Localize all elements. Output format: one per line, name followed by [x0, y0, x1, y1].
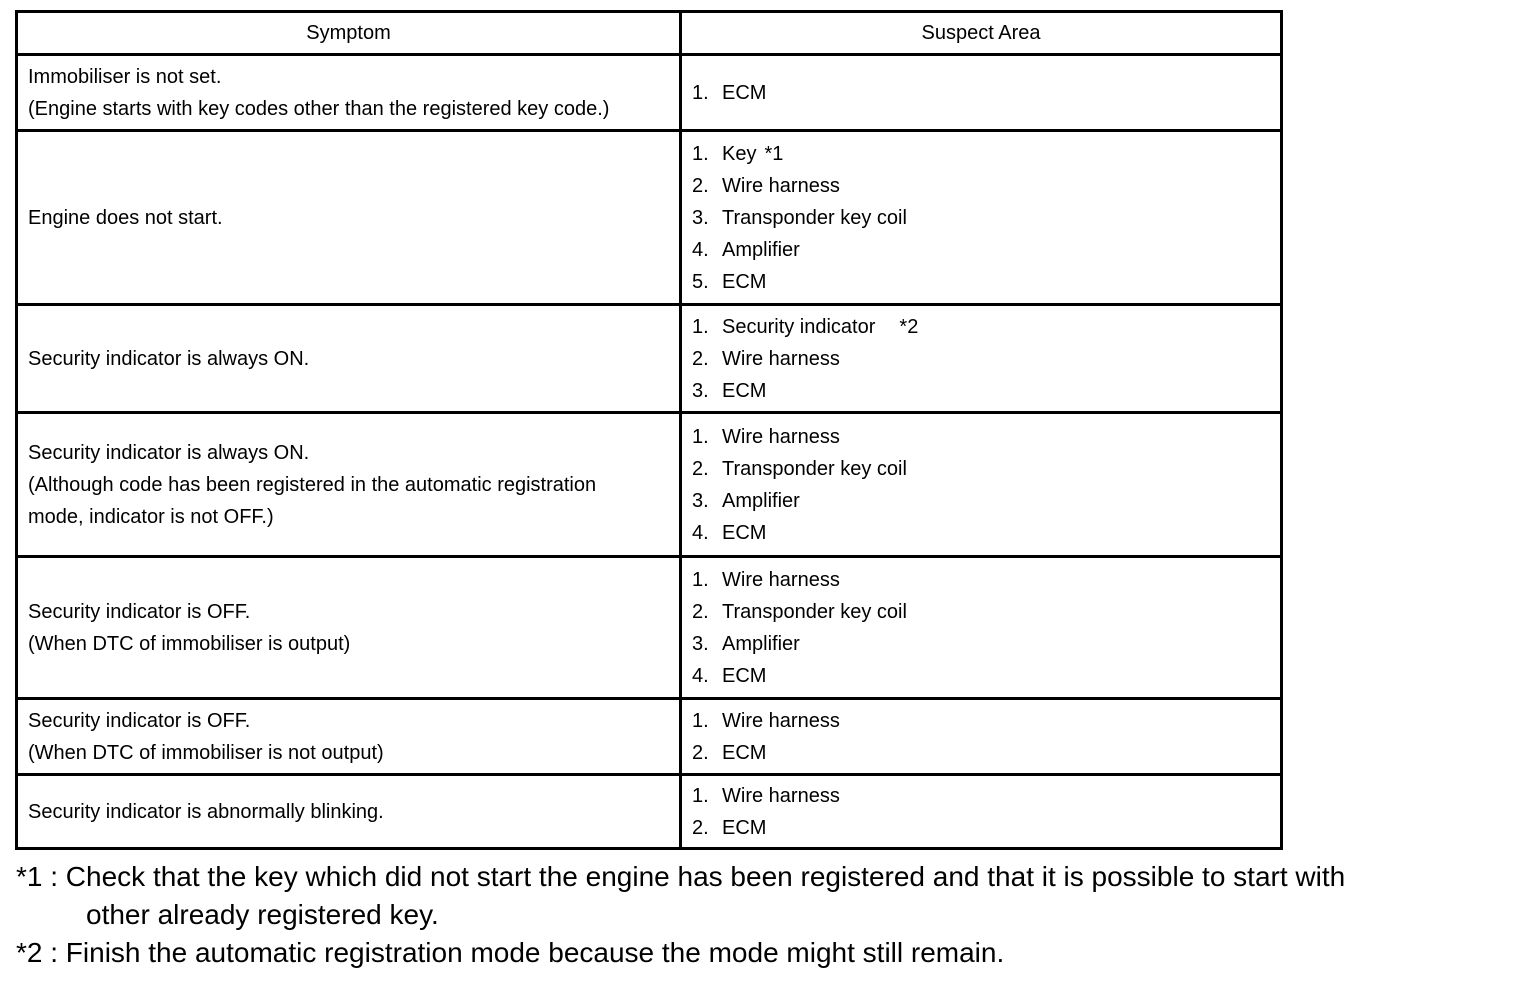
symptom-cell: [17, 413, 681, 557]
suspect-area-cell: [681, 131, 1282, 305]
suspect-item-label: ECM: [722, 270, 767, 293]
suspect-item-number: 5.: [692, 270, 709, 293]
footnote-reference: *1: [764, 142, 784, 165]
symptom-cell: [17, 305, 681, 413]
suspect-item: [692, 780, 1270, 812]
suspect-item-number: 1.: [692, 568, 709, 591]
symptom-text: (When DTC of immobiliser is not output): [28, 741, 384, 764]
suspect-item-label: ECM: [722, 664, 767, 687]
table-body: [17, 55, 1282, 849]
suspect-item-label: Amplifier: [722, 489, 800, 512]
footnote-reference: *2: [899, 315, 919, 338]
suspect-item-number: 2.: [692, 457, 709, 480]
footnote: [16, 858, 1506, 934]
suspect-item: [692, 596, 1270, 628]
suspect-item-label: Transponder key coil: [722, 206, 907, 229]
suspect-item-label: Transponder key coil: [722, 457, 907, 480]
symptom-text: Immobiliser is not set.: [28, 65, 222, 88]
suspect-item-label: Wire harness: [722, 568, 840, 591]
suspect-item-number: 2.: [692, 347, 709, 370]
symptom-cell: [17, 55, 681, 131]
symptom-text: Engine does not start.: [28, 206, 223, 229]
suspect-area-cell: [681, 557, 1282, 699]
suspect-item-label: Wire harness: [722, 784, 840, 807]
table-header-row: [17, 12, 1282, 55]
suspect-item-number: 2.: [692, 600, 709, 623]
symptom-text: Security indicator is OFF.: [28, 709, 251, 732]
suspect-area-cell: [681, 413, 1282, 557]
suspect-item: [692, 421, 1270, 453]
suspect-area-cell: [681, 305, 1282, 413]
suspect-item: [692, 737, 1270, 769]
suspect-item-label: Wire harness: [722, 174, 840, 197]
suspect-item: [692, 77, 1270, 109]
suspect-item-label: Wire harness: [722, 347, 840, 370]
symptom-table: [15, 10, 1283, 850]
header-suspect-area: Suspect Area: [681, 12, 1282, 55]
table-row: [17, 305, 1282, 413]
symptom-text: (When DTC of immobiliser is output): [28, 632, 351, 655]
symptom-cell: [17, 131, 681, 305]
suspect-item-label: ECM: [722, 816, 767, 839]
suspect-area-cell: [681, 775, 1282, 849]
suspect-item-label: ECM: [722, 81, 767, 104]
suspect-item-label: Amplifier: [722, 632, 800, 655]
suspect-area-cell: [681, 55, 1282, 131]
symptom-text: mode, indicator is not OFF.): [28, 505, 274, 528]
footnotes: [16, 858, 1506, 972]
suspect-item: [692, 234, 1270, 266]
suspect-item-label: Transponder key coil: [722, 600, 907, 623]
suspect-item: [692, 485, 1270, 517]
symptom-cell: [17, 775, 681, 849]
suspect-item-label: Amplifier: [722, 238, 800, 261]
suspect-item: [692, 812, 1270, 844]
suspect-item-label: ECM: [722, 521, 767, 544]
suspect-item: [692, 660, 1270, 692]
suspect-item-number: 1.: [692, 142, 709, 165]
symptom-text: (Although code has been registered in the automatic registration: [28, 473, 597, 496]
suspect-item-number: 3.: [692, 206, 709, 229]
suspect-item-label: ECM: [722, 379, 767, 402]
suspect-item-number: 1.: [692, 425, 709, 448]
suspect-item-number: 4.: [692, 238, 709, 261]
footnote-text: *1 : Check that the key which did not start the engine has been registered and that it is possible to start with: [16, 861, 1346, 892]
suspect-area-cell: [681, 699, 1282, 775]
footnote-text: *2 : Finish the automatic registration mode because the mode might still remain.: [16, 937, 1005, 968]
table-row: [17, 413, 1282, 557]
suspect-item-label: ECM: [722, 741, 767, 764]
header-symptom: Symptom: [17, 12, 681, 55]
suspect-item-label: Security indicator: [722, 315, 876, 338]
symptom-text: Security indicator is always ON.: [28, 441, 310, 464]
suspect-item-label: Wire harness: [722, 709, 840, 732]
suspect-item: [692, 375, 1270, 407]
symptom-text: Security indicator is always ON.: [28, 347, 310, 370]
suspect-item: [692, 564, 1270, 596]
suspect-item-number: 4.: [692, 521, 709, 544]
suspect-item-number: 4.: [692, 664, 709, 687]
suspect-item-number: 2.: [692, 741, 709, 764]
suspect-item: [692, 453, 1270, 485]
suspect-item-number: 3.: [692, 489, 709, 512]
suspect-item: [692, 138, 1270, 170]
suspect-item: [692, 202, 1270, 234]
table-row: [17, 55, 1282, 131]
symptom-cell: [17, 699, 681, 775]
suspect-item-number: 3.: [692, 632, 709, 655]
suspect-item-label: Wire harness: [722, 425, 840, 448]
symptom-cell: [17, 557, 681, 699]
suspect-item-label: Key: [722, 142, 757, 165]
footnote-text: other already registered key.: [86, 899, 439, 930]
suspect-item: [692, 266, 1270, 298]
suspect-item-number: 2.: [692, 174, 709, 197]
symptom-text: Security indicator is OFF.: [28, 600, 251, 623]
footnote: [16, 934, 1506, 972]
suspect-item: [692, 343, 1270, 375]
symptom-text: Security indicator is abnormally blinking.: [28, 800, 384, 823]
suspect-item-number: 1.: [692, 709, 709, 732]
table-row: [17, 131, 1282, 305]
suspect-item-number: 1.: [692, 315, 709, 338]
symptom-text: (Engine starts with key codes other than the registered key code.): [28, 97, 610, 120]
suspect-item: [692, 517, 1270, 549]
table-row: [17, 699, 1282, 775]
suspect-item-number: 1.: [692, 784, 709, 807]
suspect-item-number: 1.: [692, 81, 709, 104]
suspect-item: [692, 705, 1270, 737]
suspect-item-number: 2.: [692, 816, 709, 839]
suspect-item-number: 3.: [692, 379, 709, 402]
suspect-item: [692, 311, 1270, 343]
table-row: [17, 557, 1282, 699]
suspect-item: [692, 628, 1270, 660]
suspect-item: [692, 170, 1270, 202]
table-row: [17, 775, 1282, 849]
